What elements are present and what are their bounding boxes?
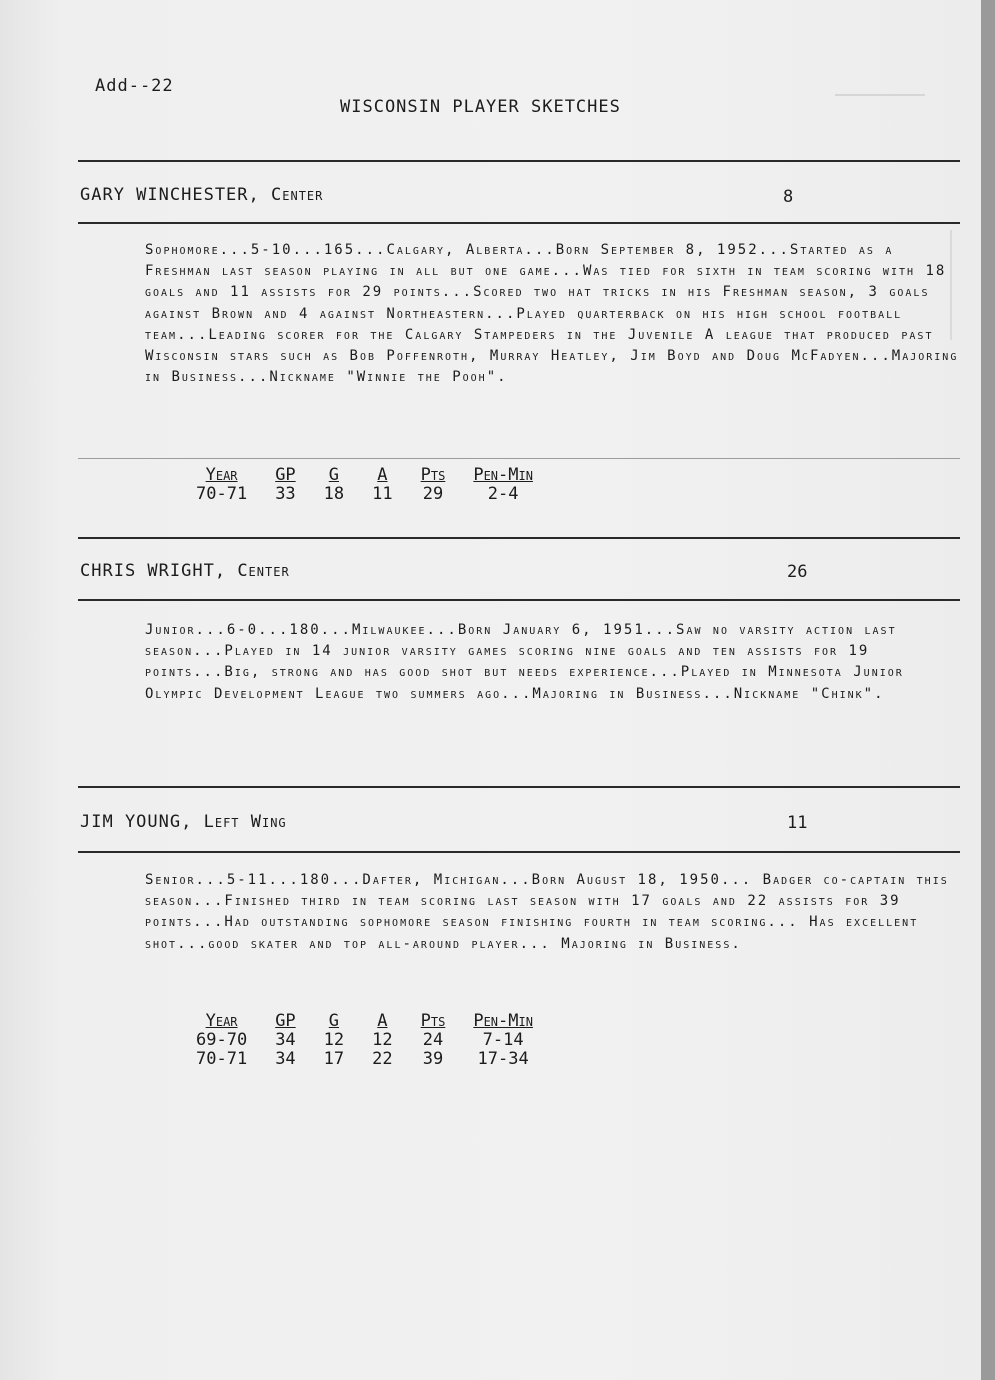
stats-header: G [328,465,340,485]
stats-row [182,1031,547,1050]
player-name: JIM YOUNG [80,812,182,832]
page-identifier: Add--22 [95,76,174,96]
stats-header: Year [205,465,238,485]
player-position: Center [271,185,324,205]
stats-cell: 24 [422,1030,444,1050]
stats-header: A [377,465,388,485]
player-bio: Junior...6-0...180...Milwaukee...Born January 6, 1951...Saw no varsity action last season...Played in 14 junior varsity games scoring nine goals and ten assists for 19 points...Big, strong and has good shot but needs experience...Played in Minnesota Junior Olympic Development League two summers ago...Majoring in Business...Nickname "Chink". [145,622,904,702]
section-rule [78,222,960,224]
player-bio: Senior...5-11...180...Dafter, Michigan...Born August 18, 1950... Badger co-captain this season...Finished third in team scoring last season with 17 goals and 22 assists for 39 points...Had outstanding sophomore season finishing fourth in team scoring... Has excellent shot...good skater and top all-around player... Majoring in Business. [145,872,949,952]
stats-cell: 12 [372,1030,393,1050]
section-rule [78,599,960,601]
player-name-heading: CHRIS WRIGHT, Center [80,561,290,581]
player-name: CHRIS WRIGHT [80,561,215,581]
stats-cell: 70-71 [196,1049,248,1069]
stats-header: A [377,1011,388,1031]
stats-cell: 34 [275,1030,296,1050]
stats-cell: 69-70 [196,1030,248,1050]
stats-header: Pen-Min [473,1011,533,1031]
stats-cell: 2-4 [487,484,519,504]
player-name-heading: GARY WINCHESTER, Center [80,185,324,205]
section-rule [78,160,960,162]
stats-cell: 70-71 [196,484,248,504]
section-rule [78,851,960,853]
player-number: 26 [787,562,808,582]
stats-table [182,466,547,504]
stats-cell: 7-14 [482,1030,524,1050]
stats-table [182,1012,547,1069]
stats-header: Pts [420,465,446,485]
player-position: Center [237,561,290,581]
stats-cell: 22 [372,1049,393,1069]
stats-header: GP [275,1011,296,1031]
player-name: GARY WINCHESTER [80,185,249,205]
stats-cell: 17 [323,1049,345,1069]
player-number: 11 [787,813,808,833]
section-divider [78,458,960,459]
stats-cell: 11 [372,484,393,504]
stats-row [182,485,547,504]
stats-header: Year [205,1011,238,1031]
stats-header: Pts [420,1011,446,1031]
stats-row [182,1050,547,1069]
stats-cell: 29 [422,484,444,504]
stats-header-row [182,466,547,485]
page-title: WISCONSIN PLAYER SKETCHES [340,97,621,117]
stats-header: GP [275,465,296,485]
player-number: 8 [783,187,794,207]
stats-cell: 39 [422,1049,444,1069]
stats-cell: 18 [323,484,345,504]
stats-header: Pen-Min [473,465,533,485]
stats-header-row [182,1012,547,1031]
stats-cell: 17-34 [477,1049,529,1069]
player-bio: Sophomore...5-10...165...Calgary, Alberta...Born September 8, 1952...Started as a Freshman last season playing in all but one game...Was tied for sixth in team scoring with 18 goals and 11 assists for 29 points...Scored two hat tricks in his Freshman season, 3 goals against Brown and 4 against Northeastern...Played quarterback on his high school football team...Leading scorer for the Calgary Stampeders in the Juvenile A league that produced past Wisconsin stars such as Bob Poffenroth, Murray Heatley, Jim Boyd and Doug McFadyen...Majoring in Business...Nickname "Winnie the Pooh". [145,242,959,386]
stats-header: G [328,1011,340,1031]
stats-cell: 33 [275,484,296,504]
player-position: Left Wing [203,812,287,832]
section-rule [78,537,960,539]
stats-cell: 12 [323,1030,345,1050]
stats-cell: 34 [275,1049,296,1069]
page-edge-shadow [981,0,995,1380]
section-rule [78,786,960,788]
bleed-through-decoration [835,80,925,96]
player-name-heading: JIM YOUNG, Left Wing [80,812,287,832]
